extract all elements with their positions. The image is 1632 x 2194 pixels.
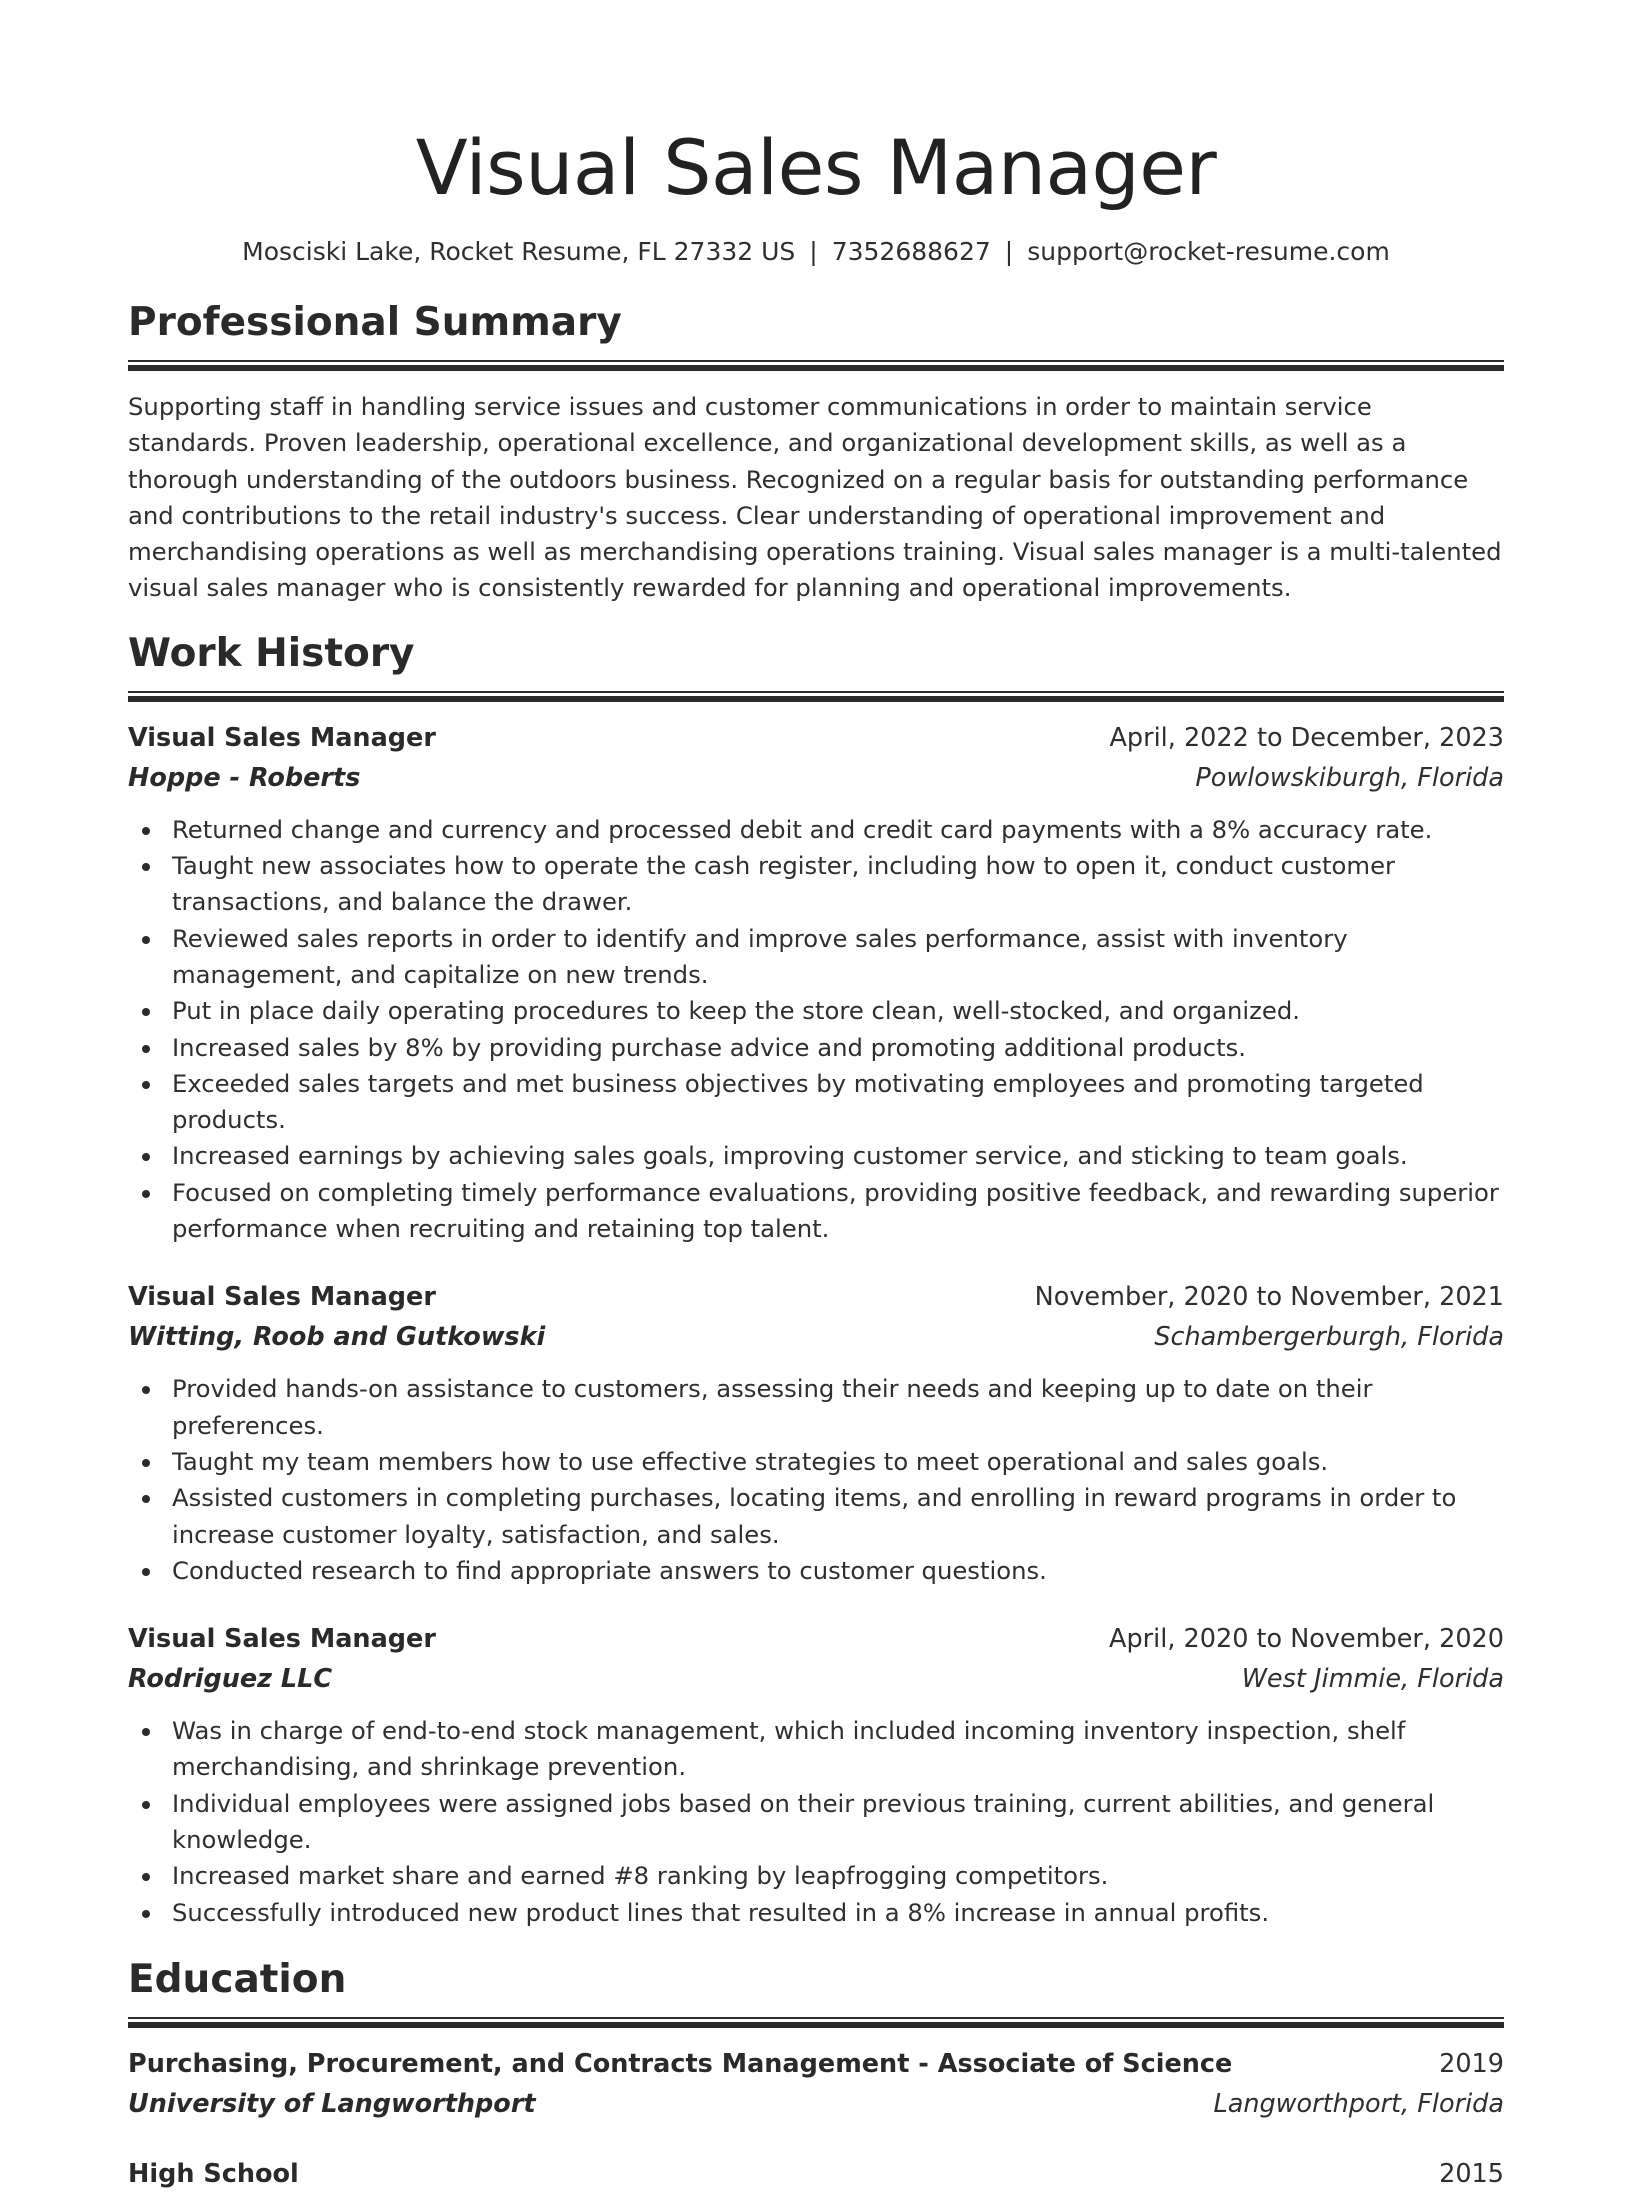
- job-title: Visual Sales Manager: [128, 1282, 436, 1313]
- job-location: West Jimmie, Florida: [1241, 1664, 1504, 1695]
- list-item: Taught new associates how to operate the cash register, including how to open it, conduct customer transactions, and balance the drawer.: [128, 848, 1504, 921]
- job-header: [128, 1619, 1504, 1659]
- education-school: University of Langworthport: [128, 2088, 536, 2119]
- list-item: Individual employees were assigned jobs based on their previous training, current abilities, and general knowledge.: [128, 1786, 1504, 1859]
- education-entry: [128, 2044, 1504, 2124]
- list-item: Increased sales by 8% by providing purchase advice and promoting additional products.: [128, 1030, 1504, 1066]
- contact-address: Mosciski Lake, Rocket Resume, FL 27332 US: [242, 237, 796, 266]
- job-dates: April, 2020 to November, 2020: [1109, 1624, 1504, 1655]
- list-item: Assisted customers in completing purchases, locating items, and enrolling in reward programs in order to increase customer loyalty, satisfaction, and sales.: [128, 1480, 1504, 1553]
- education-header: [128, 2044, 1504, 2084]
- job-location: Schambergerburgh, Florida: [1154, 1322, 1504, 1353]
- work-history-section: [128, 629, 1504, 1931]
- job-header: [128, 1277, 1504, 1317]
- list-item: Provided hands-on assistance to customers, assessing their needs and keeping up to date on their preferences.: [128, 1371, 1504, 1444]
- list-item: Taught my team members how to use effective strategies to meet operational and sales goals.: [128, 1444, 1504, 1480]
- list-item: Successfully introduced new product lines that resulted in a 8% increase in annual profits.: [128, 1895, 1504, 1931]
- job-header: [128, 718, 1504, 758]
- list-item: Was in charge of end-to-end stock management, which included incoming inventory inspection, shelf merchandising, and shrinkage prevention.: [128, 1713, 1504, 1786]
- contact-email: support@rocket-resume.com: [1027, 237, 1390, 266]
- list-item: Put in place daily operating procedures to keep the store clean, well-stocked, and organized.: [128, 993, 1504, 1029]
- job-company: Witting, Roob and Gutkowski: [128, 1322, 546, 1353]
- section-title-summary: Professional Summary: [128, 300, 622, 345]
- list-item: Returned change and currency and processed debit and credit card payments with a 8% accuracy rate.: [128, 812, 1504, 848]
- list-item: Increased earnings by achieving sales goals, improving customer service, and sticking to team goals.: [128, 1138, 1504, 1174]
- contact-separator: |: [1004, 237, 1014, 266]
- list-item: Reviewed sales reports in order to identify and improve sales performance, assist with inventory management, and capitalize on new trends.: [128, 921, 1504, 994]
- job-dates: April, 2022 to December, 2023: [1109, 722, 1504, 753]
- section-divider: [128, 2017, 1504, 2028]
- job-entry: [128, 1619, 1504, 1931]
- job-company: Hoppe - Roberts: [128, 762, 361, 793]
- education-location: Langworthport, Florida: [1213, 2088, 1504, 2119]
- section-divider: [128, 360, 1504, 371]
- contact-separator: |: [809, 237, 818, 266]
- job-bullets: [128, 1713, 1504, 1931]
- list-item: Exceeded sales targets and met business objectives by motivating employees and promoting targeted products.: [128, 1066, 1504, 1139]
- summary-section: [128, 298, 1504, 607]
- job-company: Rodriguez LLC: [128, 1664, 333, 1695]
- section-title-education: Education: [128, 1956, 347, 2002]
- list-item: Focused on completing timely performance evaluations, providing positive feedback, and rewarding superior performance when recruiting and retaining top talent.: [128, 1175, 1504, 1248]
- job-bullets: [128, 812, 1504, 1248]
- job-entry: [128, 1277, 1504, 1589]
- job-title: Visual Sales Manager: [128, 1624, 436, 1655]
- job-dates: November, 2020 to November, 2021: [1034, 1282, 1504, 1313]
- list-item: Conducted research to find appropriate answers to customer questions.: [128, 1553, 1504, 1589]
- education-degree: High School: [128, 2158, 299, 2189]
- job-bullets: [128, 1371, 1504, 1589]
- job-entry: [128, 718, 1504, 1248]
- job-location: Powlowskiburgh, Florida: [1195, 762, 1504, 793]
- resume-page: [128, 0, 1504, 2194]
- summary-text: Supporting staff in handling service issues and customer communications in order to maintain service standards. Proven leadership, operational excellence, and organizational development skills, as well as a thorough understanding of the outdoors business. Recognized on a regular basis for outstanding performance and contributions to the retail industry's success. Clear understanding of operational improvement and merchandising operations as well as merchandising operations training. Visual sales manager is a multi-talented visual sales manager who is consistently rewarded for planning and operational improvements.: [128, 392, 1502, 603]
- list-item: Increased market share and earned #8 ranking by leapfrogging competitors.: [128, 1858, 1504, 1894]
- education-degree: Purchasing, Procurement, and Contracts Management - Associate of Science: [128, 2048, 1233, 2079]
- education-subheader: [128, 2084, 1504, 2124]
- contact-line: [128, 236, 1504, 268]
- education-year: 2019: [1439, 2048, 1504, 2079]
- contact-phone: 7352688627: [831, 237, 991, 266]
- job-subheader: [128, 1659, 1504, 1699]
- job-title: Visual Sales Manager: [128, 722, 436, 753]
- education-header: [128, 2154, 1504, 2194]
- job-subheader: [128, 758, 1504, 798]
- education-section: [128, 1955, 1504, 2194]
- education-entry: [128, 2154, 1504, 2194]
- section-title-work-history: Work History: [128, 630, 415, 676]
- resume-name: Visual Sales Manager: [415, 123, 1217, 212]
- education-year: 2015: [1439, 2158, 1504, 2189]
- job-subheader: [128, 1317, 1504, 1357]
- section-divider: [128, 691, 1504, 702]
